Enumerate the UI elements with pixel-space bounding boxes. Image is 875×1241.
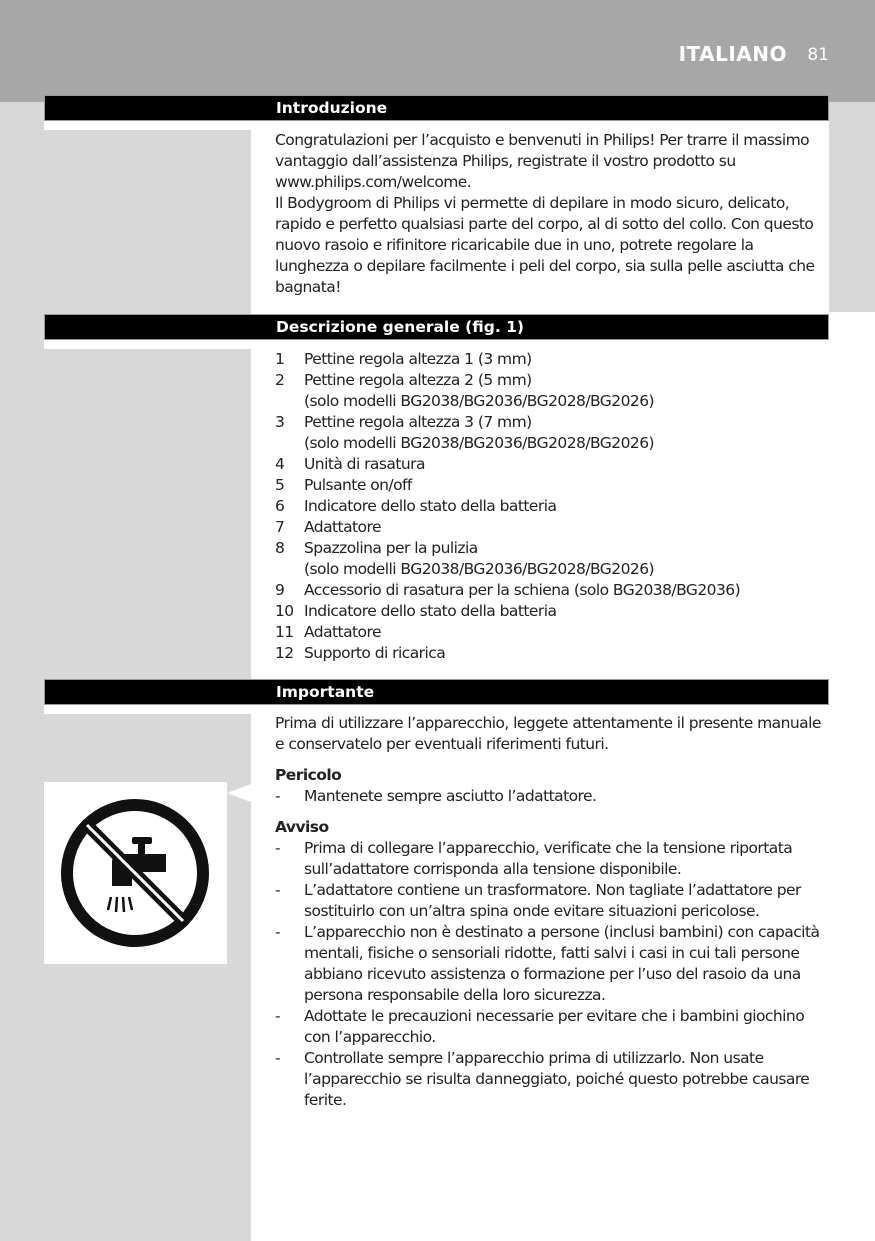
- page-number: 81: [807, 45, 829, 65]
- bullet-dash: -: [275, 1049, 281, 1067]
- bullet-dash: -: [275, 923, 281, 941]
- item-text-block: [304, 538, 831, 580]
- item-number: 6: [275, 497, 285, 515]
- overview-list-item: [275, 496, 831, 517]
- item-label: Pulsante on/off: [304, 476, 412, 494]
- bullet-item: [275, 838, 831, 880]
- item-text-block: [304, 412, 831, 454]
- item-number: 11: [275, 623, 294, 641]
- section-bar-overview: [44, 314, 829, 340]
- bullet-item: [275, 922, 831, 1006]
- important-intro: Prima di utilizzare l’apparecchio, leggete attentamente il presente manuale e conservatelo per eventuali riferimenti futuri.: [275, 714, 821, 753]
- bullet-item: [275, 786, 831, 807]
- item-label: Spazzolina per la pulizia: [304, 539, 478, 557]
- item-sublabel: (solo modelli BG2038/BG2036/BG2028/BG2026): [304, 392, 655, 410]
- item-label: Indicatore dello stato della batteria: [304, 602, 557, 620]
- item-number: 9: [275, 581, 285, 599]
- bullet-text: Controllate sempre l’apparecchio prima di utilizzarlo. Non usate l’apparecchio se risulta danneggiato, poiché questo potrebbe causare ferite.: [304, 1049, 810, 1109]
- warning-heading: Avviso: [275, 818, 329, 836]
- item-number: 5: [275, 476, 285, 494]
- item-label: Accessorio di rasatura per la schiena (solo BG2038/BG2036): [304, 581, 741, 599]
- danger-list: [275, 786, 831, 807]
- item-text-block: [304, 601, 831, 622]
- pictogram-pointer: [227, 784, 251, 802]
- section-bar-important: [44, 679, 829, 705]
- item-number: 3: [275, 413, 285, 431]
- bullet-text: L’adattatore contiene un trasformatore. Non tagliate l’adattatore per sostituirlo con un’altra spina onde evitare situazioni pericolose.: [304, 881, 801, 920]
- intro-paragraph-2: Il Bodygroom di Philips vi permette di depilare in modo sicuro, delicato, rapido e perfetto qualsiasi parte del corpo, al di sotto del collo. Con questo nuovo rasoio e rifinitore ricaricabile due in uno, potrete regolare la lunghezza o depilare facilmente i peli del corpo, sia sulla pelle asciutta che bagnata!: [275, 194, 815, 296]
- item-sublabel: (solo modelli BG2038/BG2036/BG2028/BG2026): [304, 560, 655, 578]
- warning-list: [275, 838, 831, 1111]
- overview-list-item: [275, 580, 831, 601]
- section-divider: [44, 121, 251, 130]
- overview-list-item: [275, 349, 831, 370]
- bullet-text: L’apparecchio non è destinato a persone (inclusi bambini) con capacità mentali, fisiche o sensoriali ridotte, fatti salvi i casi in cui tali persone abbiano ricevuto assistenza o formazione per l’uso del rasoio da una persona responsabile della loro sicurezza.: [304, 923, 820, 1004]
- section-bar-intro: [44, 95, 829, 121]
- bullet-item: [275, 1048, 831, 1111]
- item-label: Supporto di ricarica: [304, 644, 446, 662]
- item-label: Pettine regola altezza 3 (7 mm): [304, 413, 532, 431]
- item-label: Pettine regola altezza 1 (3 mm): [304, 350, 532, 368]
- intro-text: [275, 130, 831, 298]
- overview-list-item: [275, 412, 831, 454]
- item-text-block: [304, 454, 831, 475]
- item-sublabel: (solo modelli BG2038/BG2036/BG2028/BG2026): [304, 434, 655, 452]
- overview-list-item: [275, 517, 831, 538]
- item-number: 7: [275, 518, 285, 536]
- overview-list: [275, 349, 831, 664]
- bullet-dash: -: [275, 787, 281, 805]
- section-divider: [44, 705, 251, 714]
- item-text-block: [304, 517, 831, 538]
- item-number: 12: [275, 644, 294, 662]
- item-text-block: [304, 496, 831, 517]
- section-title-intro: Introduzione: [276, 99, 388, 117]
- bullet-dash: -: [275, 1007, 281, 1025]
- language-label: ITALIANO: [678, 42, 787, 66]
- item-number: 10: [275, 602, 294, 620]
- item-number: 1: [275, 350, 285, 368]
- item-text-block: [304, 370, 831, 412]
- overview-list-item: [275, 370, 831, 412]
- item-number: 2: [275, 371, 285, 389]
- item-text-block: [304, 580, 831, 601]
- section-title-important: Importante: [276, 683, 375, 701]
- item-number: 4: [275, 455, 285, 473]
- item-text-block: [304, 622, 831, 643]
- item-text-block: [304, 475, 831, 496]
- item-label: Pettine regola altezza 2 (5 mm): [304, 371, 532, 389]
- item-text-block: [304, 349, 831, 370]
- item-number: 8: [275, 539, 285, 557]
- bullet-text: Mantenete sempre asciutto l’adattatore.: [304, 787, 597, 805]
- bullet-text: Prima di collegare l’apparecchio, verificate che la tensione riportata sull’adattatore corrisponda alla tensione disponibile.: [304, 839, 793, 878]
- overview-list-item: [275, 622, 831, 643]
- warning-pictogram: [44, 782, 227, 964]
- danger-heading: Pericolo: [275, 766, 342, 784]
- important-text: [275, 713, 831, 1111]
- section-title-overview: Descrizione generale (fig. 1): [276, 318, 524, 336]
- overview-list-item: [275, 601, 831, 622]
- overview-list-item: [275, 454, 831, 475]
- intro-paragraph-1: Congratulazioni per l’acquisto e benvenuti in Philips! Per trarre il massimo vantaggio dall’assistenza Philips, registrate il vostro prodotto su www.philips.com/welcome.: [275, 131, 810, 191]
- left-margin-column: [0, 102, 251, 1241]
- overview-list-item: [275, 538, 831, 580]
- item-label: Adattatore: [304, 518, 381, 536]
- bullet-item: [275, 880, 831, 922]
- item-label: Indicatore dello stato della batteria: [304, 497, 557, 515]
- no-water-tap-icon: [44, 782, 227, 964]
- overview-list-item: [275, 475, 831, 496]
- bullet-item: [275, 1006, 831, 1048]
- bullet-dash: -: [275, 839, 281, 857]
- section-divider: [44, 340, 251, 349]
- right-margin-strip: [829, 102, 875, 312]
- bullet-dash: -: [275, 881, 281, 899]
- item-text-block: [304, 643, 831, 664]
- item-label: Unità di rasatura: [304, 455, 425, 473]
- bullet-text: Adottate le precauzioni necessarie per evitare che i bambini giochino con l’apparecchio.: [304, 1007, 805, 1046]
- overview-list-item: [275, 643, 831, 664]
- item-label: Adattatore: [304, 623, 381, 641]
